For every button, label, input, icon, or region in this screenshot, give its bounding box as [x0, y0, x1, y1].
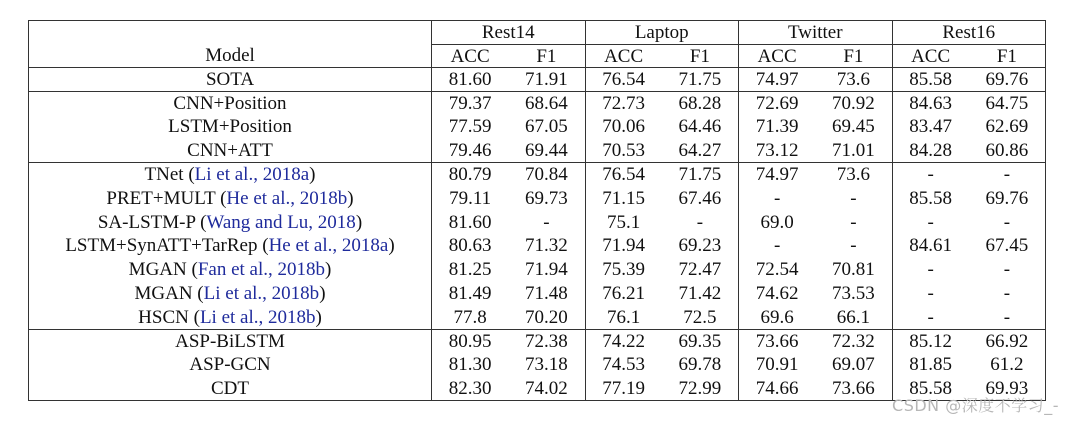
value-cell: 70.53 [602, 140, 645, 162]
model-name-cell [29, 329, 432, 353]
header-row-groups [29, 21, 1046, 45]
model-name-cell [29, 139, 432, 163]
value-cell: 73.12 [755, 140, 799, 162]
value-cell: 73.6 [815, 163, 892, 187]
value-cell: 69.73 [508, 186, 585, 210]
model-name: ASP-BiLSTM [175, 330, 285, 352]
value-cell: 73.66 [815, 377, 892, 401]
table-row [29, 139, 1046, 163]
value-cell: 61.2 [969, 353, 1046, 377]
metric-header: F1 [815, 45, 892, 68]
model-name-cell: HSCN (Li et al., 2018b) [29, 305, 432, 329]
table-row [29, 258, 1046, 282]
value-cell: - [927, 306, 934, 328]
value-cell: 69.23 [662, 234, 739, 258]
value-cell: 76.54 [585, 163, 662, 187]
value-cell: 85.58 [892, 68, 969, 92]
value-cell: 76.1 [607, 306, 641, 328]
value-cell: 74.66 [739, 377, 816, 401]
value-cell: 82.30 [432, 377, 509, 401]
value-cell: 73.18 [508, 353, 585, 377]
value-cell: 66.1 [815, 305, 892, 329]
model-name: SOTA [205, 68, 255, 90]
value-cell: 71.48 [508, 282, 585, 306]
model-name-cell: TNet (Li et al., 2018a) [29, 163, 432, 187]
value-cell: 74.22 [585, 329, 662, 353]
value-cell: 81.85 [909, 354, 952, 376]
model-name: ASP-GCN [189, 354, 271, 376]
model-name-cell [29, 68, 432, 92]
value-cell: - [773, 187, 781, 209]
citation-link[interactable]: Li et al., 2018b [199, 306, 316, 328]
value-cell: 71.91 [508, 68, 585, 92]
value-cell: 64.46 [662, 115, 739, 139]
citation-link[interactable]: Li et al., 2018b [203, 283, 320, 305]
model-column-header: Model [29, 45, 432, 68]
value-cell: 81.30 [448, 354, 492, 376]
value-cell: 72.54 [755, 259, 799, 281]
value-cell: - [969, 282, 1046, 306]
value-cell: 70.92 [815, 91, 892, 115]
value-cell: 72.32 [815, 329, 892, 353]
value-cell: 80.79 [432, 163, 509, 187]
value-cell: 69.78 [662, 353, 739, 377]
value-cell: - [508, 210, 585, 234]
group-header-rest14: Rest14 [432, 21, 586, 45]
model-name: PRET+MULT [106, 187, 216, 209]
table-row [29, 353, 1046, 377]
value-cell: 80.63 [448, 235, 492, 257]
table-row [29, 234, 1046, 258]
model-name-cell: MGAN (Li et al., 2018b) [29, 282, 432, 306]
value-cell: 68.64 [508, 91, 585, 115]
table-row [29, 115, 1046, 139]
value-cell: 71.32 [508, 234, 585, 258]
model-name-cell [29, 115, 432, 139]
value-cell: 70.84 [508, 163, 585, 187]
value-cell: 71.75 [662, 163, 739, 187]
value-cell: - [969, 258, 1046, 282]
value-cell: 67.45 [969, 234, 1046, 258]
model-name: MGAN [134, 283, 193, 305]
model-name-cell: LSTM+SynATT+TarRep (He et al., 2018a) [29, 234, 432, 258]
value-cell: 69.07 [815, 353, 892, 377]
value-cell: - [969, 163, 1046, 187]
value-cell: 73.53 [815, 282, 892, 306]
value-cell: 72.99 [662, 377, 739, 401]
model-name: LSTM+Position [168, 116, 292, 138]
value-cell: 72.69 [739, 91, 816, 115]
model-name: MGAN [128, 259, 187, 281]
value-cell: 79.37 [432, 91, 509, 115]
model-name: HSCN [138, 306, 189, 328]
value-cell: 79.46 [448, 140, 492, 162]
value-cell: 81.60 [432, 68, 509, 92]
value-cell: 71.94 [602, 235, 645, 257]
model-name-cell [29, 353, 432, 377]
model-name-cell: MGAN (Fan et al., 2018b) [29, 258, 432, 282]
value-cell: - [815, 234, 892, 258]
watermark: CSDN @深度不学习_- [892, 396, 1059, 415]
group-header-twitter: Twitter [739, 21, 893, 45]
group-header-laptop: Laptop [585, 21, 739, 45]
value-cell: 83.47 [909, 116, 952, 138]
value-cell: 81.60 [448, 211, 492, 233]
model-name: TNet [144, 164, 184, 186]
metric-header: ACC [911, 45, 951, 67]
group-header-rest16: Rest16 [892, 21, 1046, 45]
value-cell: - [969, 210, 1046, 234]
value-cell: 68.28 [662, 91, 739, 115]
value-cell: 66.92 [969, 329, 1046, 353]
metric-header: ACC [450, 45, 490, 67]
table-row [29, 329, 1046, 353]
value-cell: - [773, 235, 781, 257]
citation-link[interactable]: Fan et al., 2018b [197, 259, 325, 281]
value-cell: 76.21 [602, 283, 645, 305]
model-name: CNN+ATT [187, 140, 273, 162]
value-cell: 72.73 [585, 91, 662, 115]
value-cell: 71.01 [815, 139, 892, 163]
value-cell: 77.19 [585, 377, 662, 401]
value-cell: 71.39 [755, 116, 799, 138]
table-row [29, 163, 1046, 187]
header-row-metrics [29, 45, 1046, 68]
value-cell: 64.75 [969, 91, 1046, 115]
metric-header: F1 [508, 45, 585, 68]
value-cell: 72.47 [662, 258, 739, 282]
value-cell: 70.81 [815, 258, 892, 282]
value-cell: 84.28 [909, 140, 952, 162]
value-cell: 70.20 [508, 305, 585, 329]
model-name: SA-LSTM-P [97, 211, 196, 233]
citation-link[interactable]: Wang and Lu, 2018 [206, 211, 356, 233]
value-cell: 69.45 [815, 115, 892, 139]
value-cell: 62.69 [969, 115, 1046, 139]
metric-header: ACC [757, 45, 797, 67]
table-row [29, 282, 1046, 306]
value-cell: - [892, 163, 969, 187]
value-cell: - [927, 259, 934, 281]
model-name-cell [29, 377, 432, 401]
value-cell: 70.06 [602, 116, 645, 138]
value-cell: 77.59 [448, 116, 492, 138]
value-cell: 72.5 [662, 305, 739, 329]
model-name: CDT [211, 378, 249, 399]
value-cell: 72.38 [508, 329, 585, 353]
value-cell: 85.58 [892, 377, 969, 401]
value-cell: 73.6 [815, 68, 892, 92]
value-cell: 74.62 [755, 283, 799, 305]
value-cell: 81.49 [448, 283, 492, 305]
value-cell: 85.12 [892, 329, 969, 353]
table-row [29, 186, 1046, 210]
value-cell: 69.35 [662, 329, 739, 353]
value-cell: 79.11 [449, 187, 492, 209]
table-row [29, 68, 1046, 92]
value-cell: 60.86 [969, 139, 1046, 163]
value-cell: 69.76 [969, 186, 1046, 210]
value-cell: 81.25 [448, 259, 492, 281]
value-cell: - [815, 210, 892, 234]
model-name-cell: SA-LSTM-P (Wang and Lu, 2018) [29, 210, 432, 234]
value-cell: 84.63 [892, 91, 969, 115]
value-cell: 80.95 [432, 329, 509, 353]
value-cell: 70.91 [755, 354, 799, 376]
value-cell: 71.94 [508, 258, 585, 282]
value-cell: 69.93 [969, 377, 1046, 401]
model-name: LSTM+SynATT+TarRep [65, 235, 258, 257]
model-name-cell [29, 91, 432, 115]
value-cell: - [815, 186, 892, 210]
metric-header: F1 [662, 45, 739, 68]
value-cell: 69.0 [760, 211, 794, 233]
model-header-spacer [29, 21, 432, 45]
value-cell: 71.75 [662, 68, 739, 92]
value-cell: 85.58 [909, 187, 952, 209]
value-cell: - [969, 305, 1046, 329]
value-cell: - [927, 283, 934, 305]
value-cell: 84.61 [909, 235, 952, 257]
table-row [29, 305, 1046, 329]
table-row [29, 210, 1046, 234]
value-cell: 69.44 [508, 139, 585, 163]
value-cell: 69.76 [969, 68, 1046, 92]
table-row [29, 91, 1046, 115]
value-cell: 74.02 [508, 377, 585, 401]
model-name-cell: PRET+MULT (He et al., 2018b) [29, 186, 432, 210]
value-cell: 75.39 [602, 259, 645, 281]
citation-link[interactable]: Li et al., 2018a [194, 164, 310, 186]
value-cell: 71.15 [602, 187, 645, 209]
model-name: CNN+Position [173, 92, 287, 114]
value-cell: 73.66 [739, 329, 816, 353]
results-table [28, 20, 1046, 401]
value-cell: 74.97 [739, 163, 816, 187]
value-cell: 71.42 [662, 282, 739, 306]
value-cell: - [927, 211, 934, 233]
metric-header: ACC [604, 45, 644, 67]
metric-header: F1 [969, 45, 1046, 68]
value-cell: 77.8 [453, 306, 487, 328]
citation-link[interactable]: He et al., 2018a [268, 235, 389, 257]
value-cell: 74.97 [739, 68, 816, 92]
value-cell: - [662, 210, 739, 234]
value-cell: 64.27 [662, 139, 739, 163]
value-cell: 67.05 [508, 115, 585, 139]
value-cell: 75.1 [607, 211, 641, 233]
citation-link[interactable]: He et al., 2018b [226, 187, 348, 209]
value-cell: 74.53 [602, 354, 645, 376]
value-cell: 67.46 [662, 186, 739, 210]
value-cell: 76.54 [585, 68, 662, 92]
value-cell: 69.6 [760, 306, 794, 328]
